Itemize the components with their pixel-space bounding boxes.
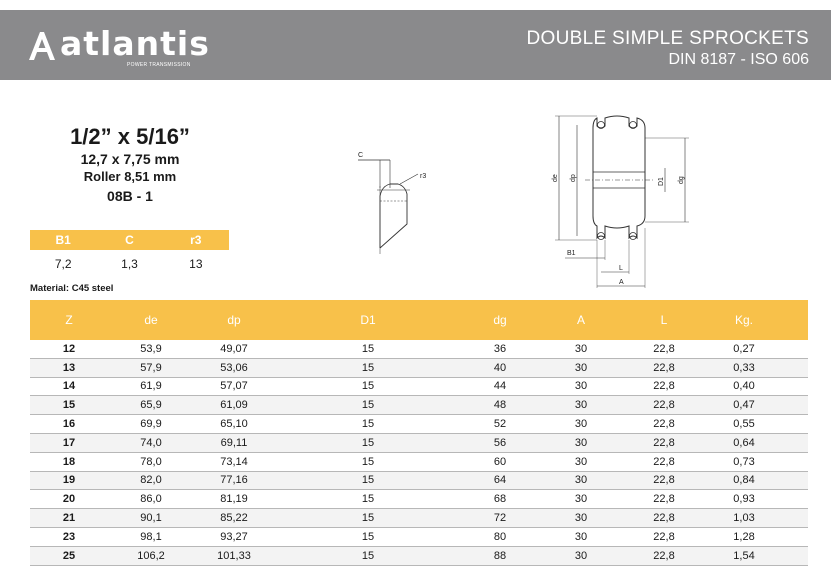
cell-z: 19 <box>62 474 76 487</box>
cell-de: 57,9 <box>140 361 162 374</box>
cell-dg: 48 <box>493 399 507 412</box>
roller-size: Roller 8,51 mm <box>83 169 177 184</box>
col-header-de: de <box>144 313 158 327</box>
dimension-table-header <box>30 230 229 250</box>
cell-a: 30 <box>574 549 588 562</box>
cell-kg: 0,27 <box>733 342 755 355</box>
cell-kg: 0,84 <box>733 474 755 487</box>
cell-dp: 93,27 <box>220 530 248 543</box>
cell-l: 22,8 <box>653 530 675 543</box>
cell-l: 22,8 <box>653 493 675 506</box>
material-note: Material: C45 steel <box>30 283 114 294</box>
cell-dp: 65,10 <box>220 418 248 431</box>
table-row <box>30 396 808 415</box>
cell-a: 30 <box>574 493 588 506</box>
cell-dp: 61,09 <box>220 399 248 412</box>
cell-z: 16 <box>62 418 76 431</box>
cell-dp: 101,33 <box>217 549 251 562</box>
dimension-table <box>30 230 229 278</box>
label-r3: r3 <box>420 173 427 180</box>
cell-d1: 15 <box>361 530 375 543</box>
cell-z: 12 <box>62 342 76 355</box>
cell-z: 14 <box>62 380 76 393</box>
dim-value-b1: 7,2 <box>54 257 72 271</box>
cell-dg: 88 <box>493 549 507 562</box>
cell-de: 98,1 <box>140 530 162 543</box>
cell-dg: 72 <box>493 512 507 525</box>
cell-a: 30 <box>574 399 588 412</box>
dim-header-r3: r3 <box>190 233 202 247</box>
size-mm: 12,7 x 7,75 mm <box>80 151 180 167</box>
label-d1: D1 <box>658 177 665 186</box>
label-b1: B1 <box>567 250 576 257</box>
cell-a: 30 <box>574 455 588 468</box>
cell-l: 22,8 <box>653 455 675 468</box>
cell-kg: 0,93 <box>733 493 755 506</box>
cell-d1: 15 <box>361 436 375 449</box>
cell-l: 22,8 <box>653 512 675 525</box>
label-dp: dp <box>570 174 577 182</box>
label-dg: dg <box>678 176 685 184</box>
cell-z: 23 <box>62 530 76 543</box>
cell-de: 90,1 <box>140 512 162 525</box>
cell-kg: 1,28 <box>733 530 755 543</box>
page-title: DOUBLE SIMPLE SPROCKETS <box>526 28 809 49</box>
cell-z: 17 <box>62 436 76 449</box>
table-row <box>30 547 808 566</box>
cell-d1: 15 <box>361 512 375 525</box>
cell-dg: 64 <box>493 474 507 487</box>
cell-dg: 40 <box>493 361 507 374</box>
cell-l: 22,8 <box>653 549 675 562</box>
table-row <box>30 434 808 453</box>
cell-z: 13 <box>62 361 76 374</box>
cell-d1: 15 <box>361 474 375 487</box>
cell-z: 20 <box>62 493 76 506</box>
cell-dp: 73,14 <box>220 455 248 468</box>
brand-logo <box>26 24 216 70</box>
cell-kg: 0,64 <box>733 436 755 449</box>
table-row <box>30 415 808 434</box>
cell-z: 21 <box>62 512 76 525</box>
cell-a: 30 <box>574 512 588 525</box>
standard-label: DIN 8187 - ISO 606 <box>668 51 809 68</box>
col-header-kg: Kg. <box>734 313 753 327</box>
cell-dg: 36 <box>493 342 507 355</box>
brand-tagline: POWER TRANSMISSION <box>127 62 191 68</box>
cell-a: 30 <box>574 418 588 431</box>
table-row <box>30 472 808 491</box>
cell-a: 30 <box>574 380 588 393</box>
dim-header-b1: B1 <box>55 233 71 247</box>
cell-z: 25 <box>62 549 76 562</box>
size-block <box>30 124 230 207</box>
cell-de: 78,0 <box>140 455 162 468</box>
table-row <box>30 509 808 528</box>
cell-z: 18 <box>62 455 76 468</box>
dim-value-r3: 13 <box>189 257 203 271</box>
cell-dp: 81,19 <box>220 493 248 506</box>
cell-dg: 52 <box>493 418 507 431</box>
label-l: L <box>619 265 623 272</box>
cell-l: 22,8 <box>653 474 675 487</box>
dim-value-c: 1,3 <box>121 257 138 271</box>
sprocket-table <box>30 300 808 566</box>
col-header-d1: D1 <box>360 313 376 327</box>
cell-a: 30 <box>574 530 588 543</box>
cell-d1: 15 <box>361 342 375 355</box>
cell-de: 65,9 <box>140 399 162 412</box>
cell-kg: 0,55 <box>733 418 755 431</box>
cell-d1: 15 <box>361 418 375 431</box>
col-header-l: L <box>660 313 668 327</box>
cell-dp: 77,16 <box>220 474 248 487</box>
cell-d1: 15 <box>361 361 375 374</box>
sprocket-table-body <box>30 340 808 566</box>
label-c: C <box>358 152 364 159</box>
col-header-dg: dg <box>493 313 507 327</box>
cell-l: 22,8 <box>653 399 675 412</box>
cell-de: 61,9 <box>140 380 162 393</box>
cell-d1: 15 <box>361 493 375 506</box>
logo-mark-icon <box>26 28 58 64</box>
table-row <box>30 453 808 472</box>
cell-dg: 60 <box>493 455 507 468</box>
dim-header-c: C <box>125 233 134 247</box>
cell-de: 69,9 <box>140 418 162 431</box>
cell-a: 30 <box>574 474 588 487</box>
sprocket-table-header <box>30 300 808 340</box>
cell-dp: 53,06 <box>220 361 248 374</box>
chain-code: 08B - 1 <box>107 188 153 204</box>
col-header-z: Z <box>65 313 73 327</box>
cell-kg: 1,03 <box>733 512 755 525</box>
dimension-table-row <box>30 250 229 278</box>
brand-name: atlantis <box>60 24 210 63</box>
label-a: A <box>619 279 624 286</box>
table-row <box>30 528 808 547</box>
cell-a: 30 <box>574 342 588 355</box>
cell-de: 106,2 <box>137 549 165 562</box>
cell-l: 22,8 <box>653 436 675 449</box>
page-header <box>0 0 831 80</box>
cell-dp: 57,07 <box>220 380 248 393</box>
cell-a: 30 <box>574 436 588 449</box>
cell-dp: 69,11 <box>220 436 248 449</box>
cell-dp: 85,22 <box>220 512 248 525</box>
cell-dg: 80 <box>493 530 507 543</box>
col-header-a: A <box>576 313 585 327</box>
sprocket-section-diagram <box>545 108 705 293</box>
cell-dg: 44 <box>493 380 507 393</box>
table-row <box>30 378 808 397</box>
cell-l: 22,8 <box>653 342 675 355</box>
cell-d1: 15 <box>361 399 375 412</box>
table-row <box>30 340 808 359</box>
cell-kg: 0,47 <box>733 399 755 412</box>
cell-de: 53,9 <box>140 342 162 355</box>
table-row <box>30 490 808 509</box>
cell-kg: 0,40 <box>733 380 755 393</box>
cell-l: 22,8 <box>653 361 675 374</box>
cell-de: 74,0 <box>140 436 162 449</box>
cell-d1: 15 <box>361 549 375 562</box>
cell-a: 30 <box>574 361 588 374</box>
cell-dg: 68 <box>493 493 507 506</box>
table-row <box>30 359 808 378</box>
cell-l: 22,8 <box>653 380 675 393</box>
cell-de: 86,0 <box>140 493 162 506</box>
cell-dp: 49,07 <box>220 342 248 355</box>
cell-l: 22,8 <box>653 418 675 431</box>
cell-kg: 1,54 <box>733 549 755 562</box>
size-inches: 1/2” x 5/16” <box>70 124 190 149</box>
cell-kg: 0,73 <box>733 455 755 468</box>
cell-z: 15 <box>62 399 76 412</box>
col-header-dp: dp <box>227 313 241 327</box>
cell-d1: 15 <box>361 455 375 468</box>
tooth-profile-diagram <box>350 146 440 256</box>
label-de: de <box>552 174 559 182</box>
cell-dg: 56 <box>493 436 507 449</box>
cell-de: 82,0 <box>140 474 162 487</box>
cell-kg: 0,33 <box>733 361 755 374</box>
cell-d1: 15 <box>361 380 375 393</box>
